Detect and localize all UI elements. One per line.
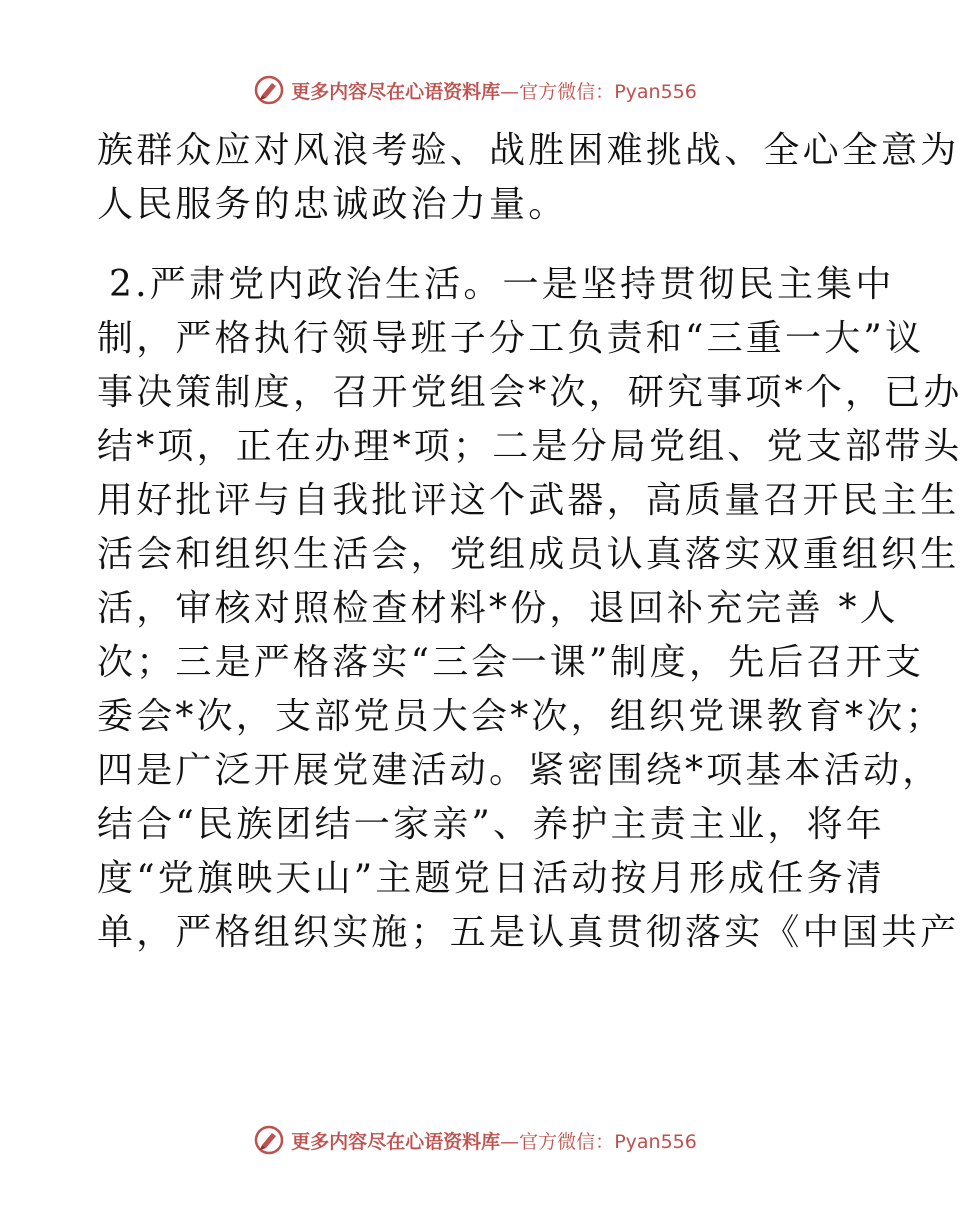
text-line: 度“党旗映天山”主题党日活动按月形成任务清: [97, 858, 886, 899]
logo-icon: [253, 1124, 285, 1156]
footer-watermark: [0, 1120, 950, 1160]
text-line: 四是广泛开展党建活动。紧密围绕*项基本活动，: [97, 750, 942, 791]
text-line: 次；三是严格落实“三会一课”制度，先后召开支: [97, 642, 925, 683]
watermark-text: 更多内容尽在心语资料库—官方微信：Pyan556: [291, 80, 697, 103]
text-line: 结*项，正在办理*项；二是分局党组、党支部带头: [97, 426, 963, 467]
logo-icon: [253, 74, 285, 106]
text-line: 人民服务的忠诚政治力量。: [97, 184, 568, 225]
paragraph: [97, 124, 960, 232]
text-line: 族群众应对风浪考验、战胜困难挑战、全心全意为: [97, 130, 960, 171]
paragraph: [97, 258, 963, 960]
text-line: 结合“民族团结一家亲”、养护主责主业，将年: [97, 804, 886, 845]
text-line: 事决策制度，召开党组会*次，研究事项*个，已办: [97, 372, 963, 413]
text-line: 制，严格执行领导班子分工负责和“三重一大”议: [97, 318, 925, 359]
watermark-text: 更多内容尽在心语资料库—官方微信：Pyan556: [291, 1130, 697, 1153]
text-line: 活会和组织生活会，党组成员认真落实双重组织生: [97, 534, 960, 575]
text-line: 委会*次，支部党员大会*次，组织党课教育*次；: [97, 696, 945, 737]
text-line: 单，严格组织实施；五是认真贯彻落实《中国共产: [97, 912, 960, 953]
text-line: 活，审核对照检查材料*份，退回补充完善 *人: [97, 588, 899, 629]
text-line: 2.严肃党内政治生活。一是坚持贯彻民主集中: [109, 264, 895, 305]
header-watermark: [0, 70, 950, 110]
document-body: [97, 124, 963, 960]
text-line: 用好批评与自我批评这个武器，高质量召开民主生: [97, 480, 960, 521]
